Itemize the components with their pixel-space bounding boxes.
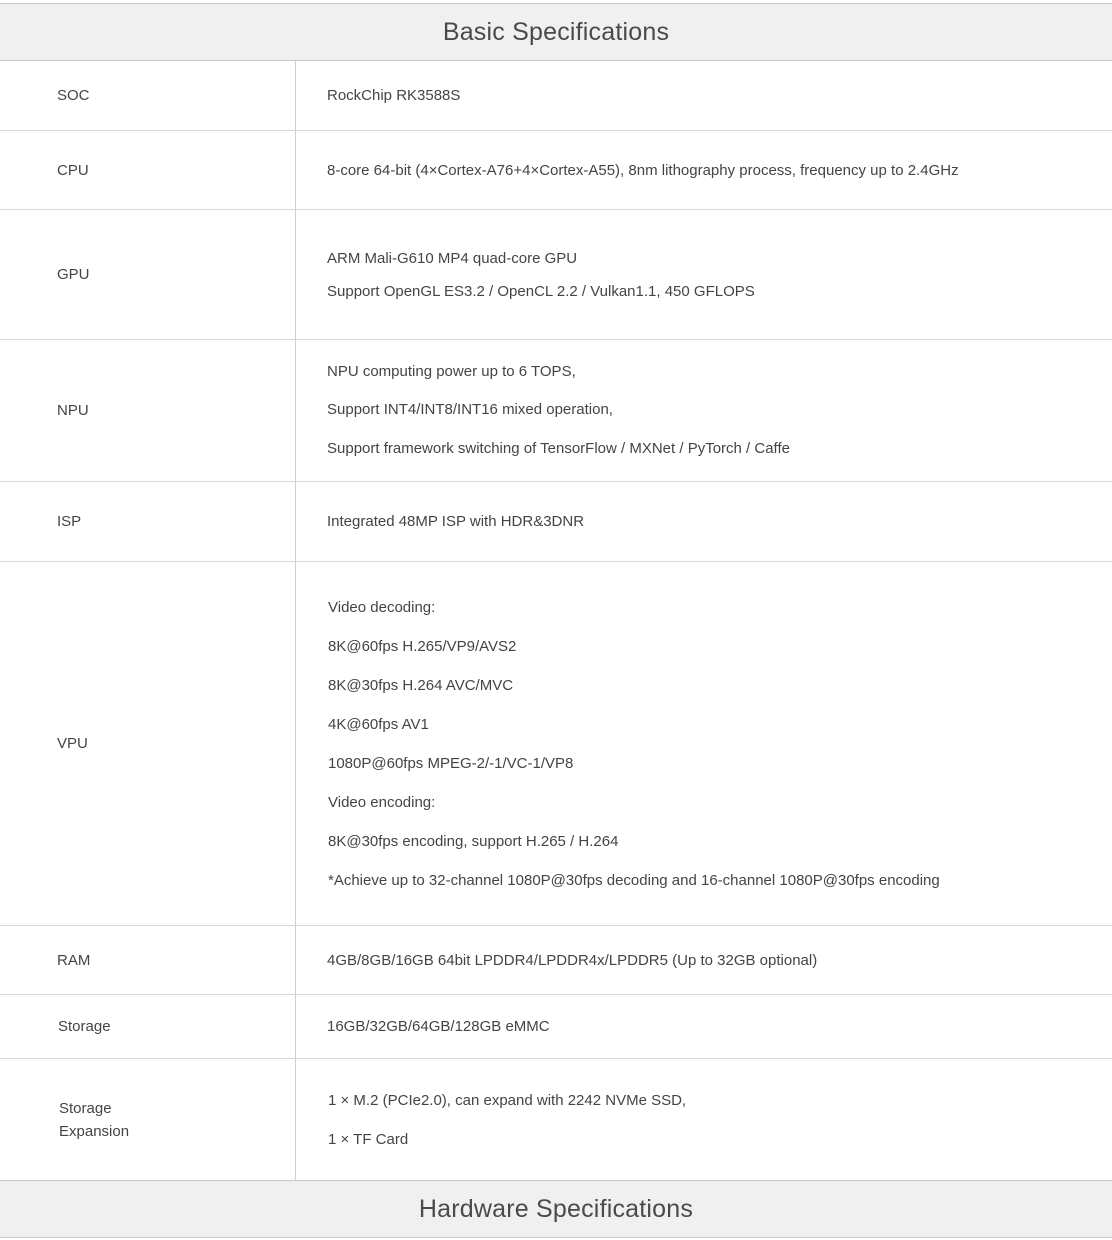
spec-values <box>327 131 1092 209</box>
column-divider <box>295 1059 296 1180</box>
spec-value: RockChip RK3588S <box>327 87 461 104</box>
spec-value: Integrated 48MP ISP with HDR&3DNR <box>327 513 585 530</box>
column-divider <box>295 995 296 1058</box>
spec-label: RAM <box>57 951 91 969</box>
spec-row-soc <box>0 61 1112 131</box>
spec-values <box>328 1059 1092 1180</box>
spec-label: GPU <box>57 266 90 283</box>
spec-value: Video encoding: <box>328 793 436 811</box>
spec-row-cpu <box>0 131 1112 210</box>
spec-values <box>327 61 1092 130</box>
spec-value: Support OpenGL ES3.2 / OpenCL 2.2 / Vulkan1.1, 450 GFLOPS <box>327 282 755 300</box>
spec-value: 1 × M.2 (PCIe2.0), can expand with 2242 NVMe SSD, <box>328 1091 687 1109</box>
spec-label-line: Expansion <box>59 1122 130 1140</box>
spec-value: Video decoding: <box>328 598 436 616</box>
spec-values <box>327 926 1092 994</box>
spec-row-storage <box>0 995 1112 1059</box>
spec-row-npu <box>0 340 1112 482</box>
spec-value: 4K@60fps AV1 <box>328 715 429 733</box>
column-divider <box>295 340 296 481</box>
spec-label: VPU <box>57 735 88 752</box>
spec-value: 8K@60fps H.265/VP9/AVS2 <box>328 637 517 655</box>
spec-label: ISP <box>57 513 82 530</box>
spec-value: NPU computing power up to 6 TOPS, <box>327 362 576 380</box>
spec-label: CPU <box>57 161 89 179</box>
spec-value: Support framework switching of TensorFlow / MXNet / PyTorch / Caffe <box>327 439 790 457</box>
spec-value: 8K@30fps H.264 AVC/MVC <box>328 676 514 694</box>
spec-value: 1080P@60fps MPEG-2/-1/VC-1/VP8 <box>328 754 574 772</box>
spec-row-isp <box>0 482 1112 562</box>
column-divider <box>295 131 296 209</box>
spec-row-ram <box>0 926 1112 995</box>
spec-values <box>328 562 1092 925</box>
column-divider <box>295 210 296 339</box>
spec-value: 1 × TF Card <box>328 1130 409 1148</box>
spec-values <box>327 482 1092 561</box>
spec-label-line: Storage <box>59 1099 112 1117</box>
spec-values <box>327 995 1092 1058</box>
column-divider <box>295 61 296 130</box>
spec-value: *Achieve up to 32-channel 1080P@30fps decoding and 16-channel 1080P@30fps encoding <box>328 871 940 889</box>
spec-label: Storage <box>58 1018 111 1035</box>
section-header-basic-specifications: Basic Specifications <box>0 3 1112 61</box>
spec-values <box>327 210 1092 339</box>
spec-row-gpu <box>0 210 1112 340</box>
spec-row-storage-expansion <box>0 1059 1112 1180</box>
column-divider <box>295 482 296 561</box>
spec-label <box>59 1059 279 1180</box>
spec-value: 16GB/32GB/64GB/128GB eMMC <box>327 1018 550 1035</box>
column-divider <box>295 926 296 994</box>
spec-value: 4GB/8GB/16GB 64bit LPDDR4/LPDDR4x/LPDDR5 (Up to 32GB optional) <box>327 951 818 969</box>
spec-values <box>327 340 1092 481</box>
spec-label: NPU <box>57 402 89 419</box>
spec-row-vpu <box>0 562 1112 926</box>
spec-value: ARM Mali-G610 MP4 quad-core GPU <box>327 249 578 267</box>
spec-value: 8K@30fps encoding, support H.265 / H.264 <box>328 832 619 850</box>
spec-value: Support INT4/INT8/INT16 mixed operation, <box>327 401 613 419</box>
column-divider <box>295 562 296 925</box>
spec-value: 8-core 64-bit (4×Cortex-A76+4×Cortex-A55), 8nm lithography process, frequency up to 2.4GHz <box>327 161 959 179</box>
section-header-hardware-specifications: Hardware Specifications <box>0 1180 1112 1238</box>
spec-label: SOC <box>57 87 90 104</box>
